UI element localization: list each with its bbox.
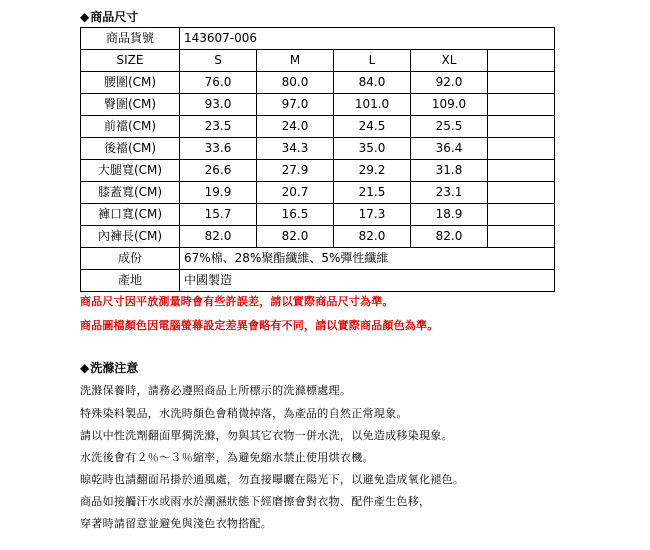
measure-value: 16.5 [257, 204, 334, 226]
measure-value: 17.3 [334, 204, 411, 226]
size-section-title: 商品尺寸 [90, 10, 139, 24]
measure-value: 82.0 [334, 226, 411, 248]
empty-cell [488, 226, 555, 248]
empty-cell [488, 116, 555, 138]
table-row [81, 138, 555, 160]
measure-value: 82.0 [180, 226, 257, 248]
table-row [81, 116, 555, 138]
measure-value: 97.0 [257, 94, 334, 116]
care-instruction-line: 請以中性洗劑翻面單獨洗滌，勿與其它衣物一併水洗，以免造成移染現象。 [80, 429, 453, 442]
material-value: 67%棉、28%聚酯纖維、5%彈性纖維 [180, 248, 555, 270]
measure-value: 33.6 [180, 138, 257, 160]
origin-label: 產地 [81, 270, 180, 292]
size-header-label: SIZE [81, 50, 180, 72]
measure-value: 23.1 [411, 182, 488, 204]
measure-value: 34.3 [257, 138, 334, 160]
measure-value: 92.0 [411, 72, 488, 94]
empty-cell [488, 72, 555, 94]
measure-value: 109.0 [411, 94, 488, 116]
size-header-row [81, 50, 555, 72]
size-header-cell: L [334, 50, 411, 72]
origin-value: 中國製造 [180, 270, 555, 292]
measure-value: 29.2 [334, 160, 411, 182]
care-instruction-line: 水洗後會有２％～３％縮率，為避免縮水禁止使用烘衣機。 [80, 451, 374, 464]
table-row [81, 226, 555, 248]
empty-cell [488, 50, 555, 72]
table-row [81, 160, 555, 182]
measure-value: 35.0 [334, 138, 411, 160]
size-section-heading [80, 9, 138, 25]
measure-label: 後襠(CM) [81, 138, 180, 160]
size-header-cell: M [257, 50, 334, 72]
measure-value: 93.0 [180, 94, 257, 116]
table-row [81, 204, 555, 226]
care-instruction-line: 特殊染料製品，水洗時顏色會稍微掉落，為產品的自然正常現象。 [80, 407, 408, 420]
measure-value: 24.0 [257, 116, 334, 138]
measure-value: 36.4 [411, 138, 488, 160]
empty-cell [488, 204, 555, 226]
care-section-heading [80, 360, 138, 376]
empty-cell [488, 94, 555, 116]
diamond-bullet-icon: ◆ [80, 361, 90, 375]
measure-value: 26.6 [180, 160, 257, 182]
origin-row [81, 270, 555, 292]
product-code-value: 143607-006 [180, 28, 555, 50]
empty-cell [488, 160, 555, 182]
material-row [81, 248, 555, 270]
diamond-bullet-icon: ◆ [80, 10, 90, 24]
measure-value: 21.5 [334, 182, 411, 204]
measure-label: 前襠(CM) [81, 116, 180, 138]
care-instruction-line: 晾乾時也請翻面吊掛於通風處，勿直接曝曬在陽光下，以避免造成氧化褪色。 [80, 473, 465, 486]
care-section-title: 洗滌注意 [90, 361, 139, 375]
empty-cell [488, 138, 555, 160]
measure-value: 82.0 [257, 226, 334, 248]
size-disclaimer-note: 商品尺寸因平放測量時會有些許誤差，請以實際商品尺寸為準。 [80, 295, 394, 308]
measure-value: 20.7 [257, 182, 334, 204]
measure-value: 84.0 [334, 72, 411, 94]
table-row [81, 72, 555, 94]
measure-value: 31.8 [411, 160, 488, 182]
size-header-cell: XL [411, 50, 488, 72]
measure-value: 24.5 [334, 116, 411, 138]
color-disclaimer-note: 商品圖檔顏色因電腦螢幕設定差異會略有不同，請以實際商品顏色為準。 [80, 319, 439, 332]
measure-value: 101.0 [334, 94, 411, 116]
product-code-label: 商品貨號 [81, 28, 180, 50]
measure-value: 15.7 [180, 204, 257, 226]
measure-label: 大腿寬(CM) [81, 160, 180, 182]
measure-value: 19.9 [180, 182, 257, 204]
care-instruction-line: 穿著時請留意並避免與淺色衣物搭配。 [80, 517, 273, 530]
care-instruction-line: 商品如接觸汗水或雨水於潮濕狀態下經磨擦會對衣物、配件產生色移， [80, 495, 431, 508]
measure-label: 臀圍(CM) [81, 94, 180, 116]
size-table [80, 27, 555, 292]
measure-value: 18.9 [411, 204, 488, 226]
material-label: 成份 [81, 248, 180, 270]
measure-value: 80.0 [257, 72, 334, 94]
measure-value: 25.5 [411, 116, 488, 138]
measure-label: 腰圍(CM) [81, 72, 180, 94]
product-code-row [81, 28, 555, 50]
size-header-cell: S [180, 50, 257, 72]
measure-value: 23.5 [180, 116, 257, 138]
measure-value: 82.0 [411, 226, 488, 248]
measure-value: 76.0 [180, 72, 257, 94]
care-instruction-line: 洗滌保養時，請務必遵照商品上所標示的洗滌標處理。 [80, 384, 352, 397]
measure-label: 膝蓋寬(CM) [81, 182, 180, 204]
table-row [81, 94, 555, 116]
measure-value: 27.9 [257, 160, 334, 182]
measure-label: 內褲長(CM) [81, 226, 180, 248]
measure-label: 褲口寬(CM) [81, 204, 180, 226]
table-row [81, 182, 555, 204]
empty-cell [488, 182, 555, 204]
